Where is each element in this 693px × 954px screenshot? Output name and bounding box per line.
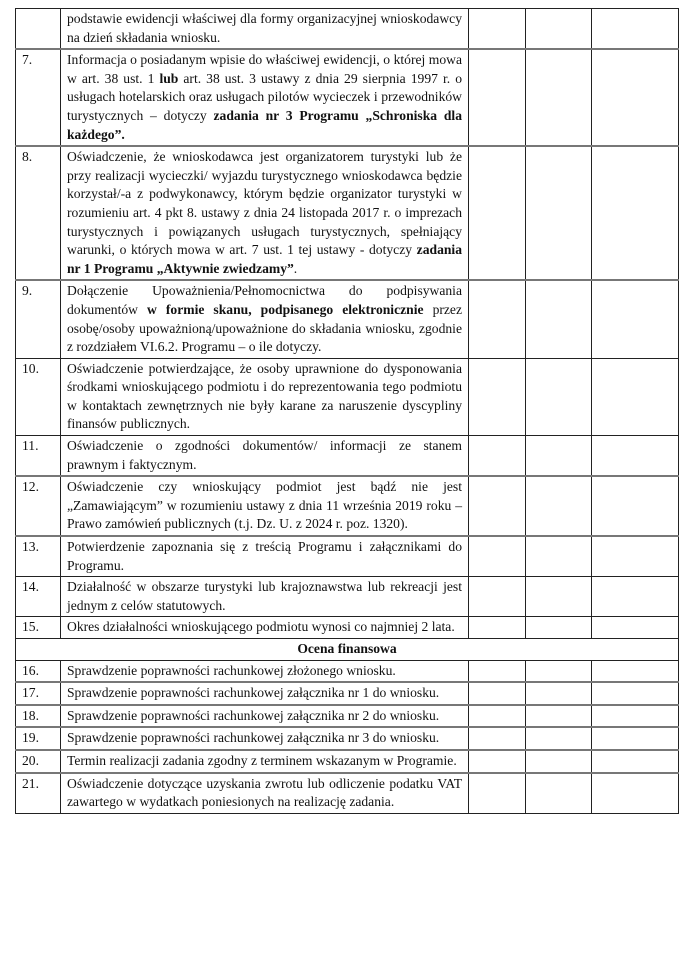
item-description (61, 536, 469, 577)
text: podstawie ewidencji właściwej dla formy organizacyjnej wnioskodawcy na dzień składania wniosku. (67, 11, 462, 45)
item-description (61, 682, 469, 705)
section-row (16, 639, 679, 661)
check-no-cell[interactable] (526, 773, 592, 814)
item-number: 14. (16, 577, 61, 617)
item-description (61, 617, 469, 639)
text: . (293, 260, 298, 276)
check-no-cell[interactable] (526, 682, 592, 705)
table-row (16, 280, 679, 358)
item-number: 18. (16, 705, 61, 728)
item-description (61, 660, 469, 682)
check-no-cell[interactable] (526, 705, 592, 728)
item-number: 11. (16, 436, 61, 477)
item-description (61, 436, 469, 477)
check-yes-cell[interactable] (469, 280, 526, 358)
item-number (16, 9, 61, 50)
check-yes-cell[interactable] (469, 358, 526, 435)
text: Dołączenie Upoważnienia/Pełnomocnictwa do podpisywania dokumentów (67, 283, 462, 317)
item-description (61, 750, 469, 773)
item-description (61, 727, 469, 750)
text: Oświadczenie, że wnioskodawca jest organizatorem turystyki lub że przy realizacji wycieczki/ wyjazdu turystycznego wnioskodawca będzie korzystał/-a z podwykonawcy, którym będzie organizator turystyki w rozumieniu art. 4 pkt 8. ustawy z dnia 24 listopada 2017 r. o imprezach turystycznych i powiązanych usługach turystycznych, spełniający warunki, o których mowa w art. 7 ust. 1 tej ustawy - dotyczy (67, 149, 462, 258)
bold-text: zadania nr 1 Programu „Aktywnie zwiedzamy” (67, 242, 462, 276)
text: Potwierdzenie zapoznania się z treścią Programu i załącznikami do Programu. (67, 539, 462, 573)
text: Sprawdzenie poprawności rachunkowej załącznika nr 3 do wniosku. (67, 730, 440, 746)
remarks-cell[interactable] (592, 476, 679, 536)
check-yes-cell[interactable] (469, 660, 526, 682)
text: przez osobę/osoby upoważnioną/upoważnione do składania wniosku, zgodnie z rozdziałem VI.6.2. Programu – o ile dotyczy. (67, 301, 462, 355)
item-number: 8. (16, 146, 61, 280)
remarks-cell[interactable] (592, 49, 679, 146)
remarks-cell[interactable] (592, 436, 679, 477)
remarks-cell[interactable] (592, 536, 679, 577)
check-yes-cell[interactable] (469, 727, 526, 750)
item-number: 9. (16, 280, 61, 358)
check-yes-cell[interactable] (469, 577, 526, 617)
check-yes-cell[interactable] (469, 536, 526, 577)
checklist-body (16, 9, 679, 814)
item-description (61, 146, 469, 280)
table-row (16, 660, 679, 682)
text: Sprawdzenie poprawności rachunkowej załącznika nr 1 do wniosku. (67, 685, 440, 701)
item-description (61, 49, 469, 146)
table-row (16, 146, 679, 280)
checklist-table (15, 8, 679, 814)
check-no-cell[interactable] (526, 750, 592, 773)
item-description (61, 476, 469, 536)
remarks-cell[interactable] (592, 617, 679, 639)
text: Sprawdzenie poprawności rachunkowej złożonego wniosku. (67, 662, 396, 678)
item-description (61, 280, 469, 358)
table-row (16, 577, 679, 617)
check-yes-cell[interactable] (469, 705, 526, 728)
text: Okres działalności wnioskującego podmiotu wynosi co najmniej 2 lata. (67, 619, 455, 635)
check-no-cell[interactable] (526, 146, 592, 280)
remarks-cell[interactable] (592, 9, 679, 50)
bold-text: zadania nr 3 Programu „Schroniska dla każdego”. (67, 107, 462, 142)
remarks-cell[interactable] (592, 358, 679, 435)
remarks-cell[interactable] (592, 773, 679, 814)
text: Sprawdzenie poprawności rachunkowej załącznika nr 2 do wniosku. (67, 707, 440, 723)
item-description (61, 773, 469, 814)
item-number: 10. (16, 358, 61, 435)
check-yes-cell[interactable] (469, 750, 526, 773)
check-no-cell[interactable] (526, 436, 592, 477)
check-no-cell[interactable] (526, 727, 592, 750)
table-row (16, 727, 679, 750)
table-row (16, 682, 679, 705)
item-number: 20. (16, 750, 61, 773)
remarks-cell[interactable] (592, 682, 679, 705)
check-yes-cell[interactable] (469, 49, 526, 146)
section-heading: Ocena finansowa (16, 639, 679, 661)
remarks-cell[interactable] (592, 660, 679, 682)
text: Oświadczenie o zgodności dokumentów/ informacji ze stanem prawnym i faktycznym. (67, 438, 462, 472)
check-no-cell[interactable] (526, 617, 592, 639)
check-no-cell[interactable] (526, 660, 592, 682)
check-yes-cell[interactable] (469, 773, 526, 814)
table-row (16, 436, 679, 477)
check-yes-cell[interactable] (469, 146, 526, 280)
check-yes-cell[interactable] (469, 617, 526, 639)
table-row (16, 536, 679, 577)
remarks-cell[interactable] (592, 577, 679, 617)
table-row (16, 705, 679, 728)
item-number: 21. (16, 773, 61, 814)
remarks-cell[interactable] (592, 727, 679, 750)
check-no-cell[interactable] (526, 280, 592, 358)
remarks-cell[interactable] (592, 705, 679, 728)
remarks-cell[interactable] (592, 146, 679, 280)
item-number: 15. (16, 617, 61, 639)
text: Oświadczenie dotyczące uzyskania zwrotu lub odliczenie podatku VAT zawartego w wydatkach poniesionych na realizację zadania. (67, 775, 462, 810)
table-row (16, 476, 679, 536)
remarks-cell[interactable] (592, 750, 679, 773)
check-no-cell[interactable] (526, 536, 592, 577)
text: Oświadczenie potwierdzające, że osoby uprawnione do dysponowania środkami wnioskującego podmiotu i do reprezentowania tego podmiotu w kontaktach zewnętrznych nie były karane za naruszenie dyscypliny finansów publicznych. (67, 360, 462, 432)
check-yes-cell[interactable] (469, 682, 526, 705)
table-row (16, 617, 679, 639)
table-row (16, 358, 679, 435)
item-number: 7. (16, 49, 61, 146)
table-row (16, 773, 679, 814)
check-yes-cell[interactable] (469, 476, 526, 536)
text: Termin realizacji zadania zgodny z terminem wskazanym w Programie. (67, 752, 457, 768)
check-no-cell[interactable] (526, 358, 592, 435)
check-no-cell[interactable] (526, 577, 592, 617)
item-description (61, 705, 469, 728)
text: Działalność w obszarze turystyki lub krajoznawstwa lub rekreacji jest jednym z celów statutowych. (67, 579, 462, 613)
table-row (16, 750, 679, 773)
item-description (61, 577, 469, 617)
table-row (16, 9, 679, 50)
check-no-cell[interactable] (526, 9, 592, 50)
text: art. 38 ust. 3 ustawy z dnia 29 sierpnia 1997 r. o usługach hotelarskich oraz usługach pilotów wycieczek i przewodników turystycznych – dotyczy (67, 70, 463, 123)
item-number: 16. (16, 660, 61, 682)
check-yes-cell[interactable] (469, 9, 526, 50)
check-no-cell[interactable] (526, 49, 592, 146)
bold-text: lub (159, 70, 179, 86)
remarks-cell[interactable] (592, 280, 679, 358)
item-description (61, 9, 469, 50)
check-yes-cell[interactable] (469, 436, 526, 477)
item-number: 17. (16, 682, 61, 705)
check-no-cell[interactable] (526, 476, 592, 536)
item-number: 12. (16, 476, 61, 536)
item-number: 19. (16, 727, 61, 750)
text: Informacja o posiadanym wpisie do właściwej ewidencji, o której mowa w art. 38 ust. 1 (67, 52, 462, 86)
item-number: 13. (16, 536, 61, 577)
bold-text: w formie skanu, podpisanego elektronicznie (147, 301, 424, 317)
table-row (16, 49, 679, 146)
item-description (61, 358, 469, 435)
text: Oświadczenie czy wnioskujący podmiot jest bądź nie jest „Zamawiającym” w rozumieniu ustawy z dnia 11 września 2019 roku – Prawo zamówień publicznych (t.j. Dz. U. z 2024 r. poz. 1320). (67, 479, 462, 532)
